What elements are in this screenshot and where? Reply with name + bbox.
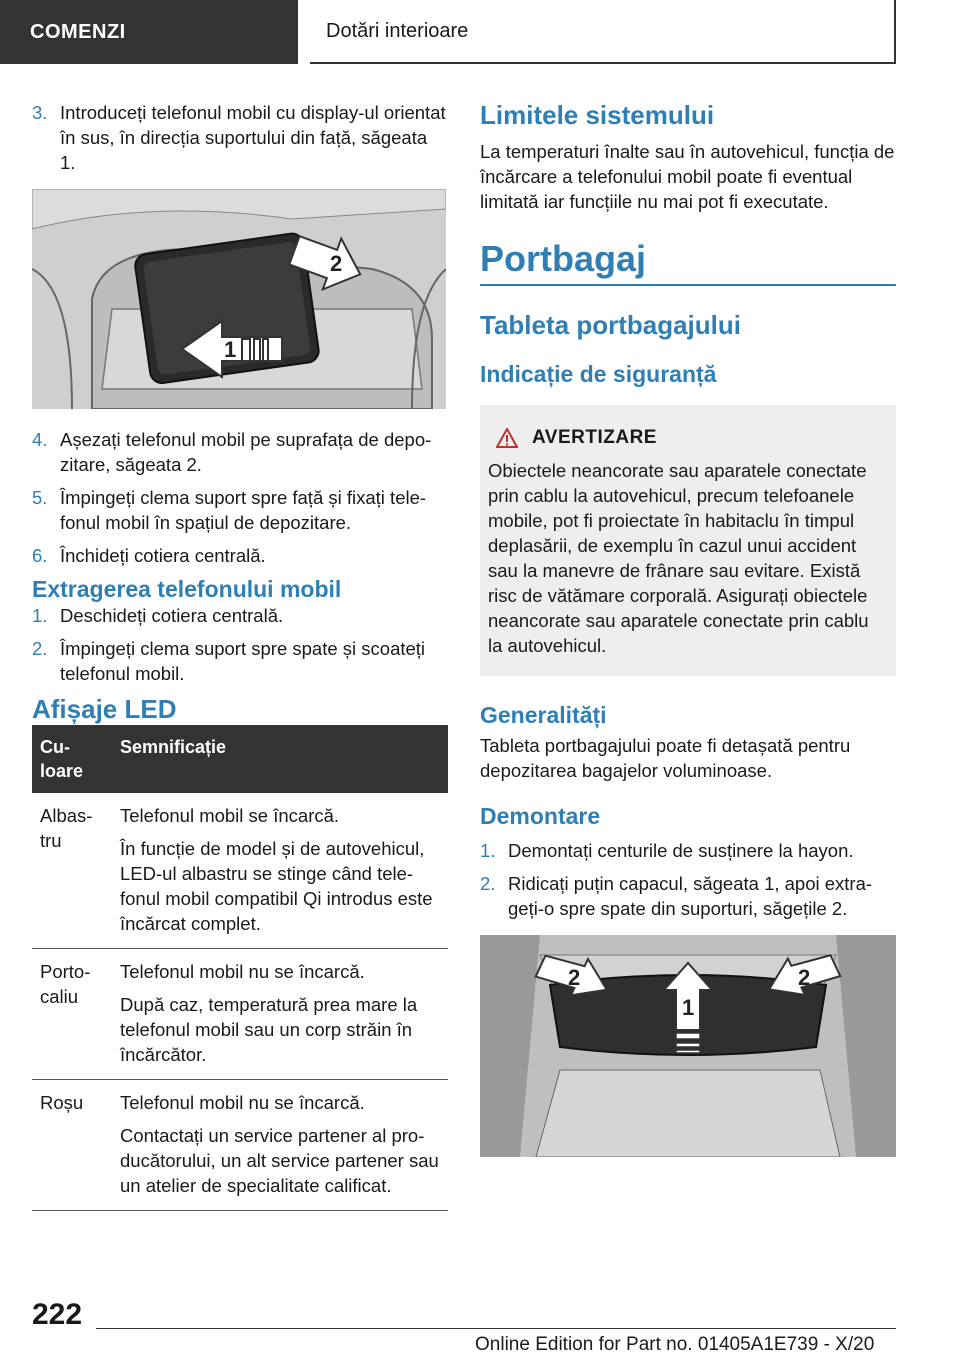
warning-text: Obiectele neancorate sau aparatele conectate prin cablu la autovehicul, precum telefoanele mobile, pot fi proiectate în habitaclu în timpul deplasării, de exemplu în cazul unui accident sau la manevre de frânare sau evitare. Există risc de vătămare corporală. Asigurați obiectele neancorate sau aparatele conectate prin cablu la autovehicul.: [488, 460, 869, 656]
warning-title: [496, 425, 888, 450]
arrow-label-2: 2: [330, 251, 343, 276]
arrow-label-2a: 2: [568, 965, 581, 990]
step-item: [32, 485, 446, 535]
led-meaning-cell: [112, 949, 448, 1080]
header-chapter-label: Dotări interioare: [326, 19, 469, 42]
step-number: 6.: [32, 545, 48, 566]
led-table: [32, 725, 448, 1211]
header-section-label: COMENZI: [30, 20, 126, 43]
led-table-header: [32, 725, 448, 793]
header-chapter-tab: [310, 0, 896, 64]
arrow-label-2b: 2: [798, 965, 811, 990]
step-text: Așezați telefonul mobil pe suprafața de depozitare, săgeata 2.: [60, 429, 432, 475]
header-color: Cu-loare: [32, 725, 112, 793]
meaning-line: Telefonul mobil se încarcă.: [120, 805, 340, 826]
steps-list-insert: [32, 100, 446, 175]
led-meaning-cell: [112, 1080, 448, 1211]
table-row: [32, 793, 448, 949]
step-number: 2.: [480, 873, 496, 894]
steps-list-remove: [480, 838, 896, 921]
step-item: [480, 871, 896, 921]
step-number: 1.: [480, 840, 496, 861]
header-section-tab: [0, 0, 298, 64]
trunk-figure: [480, 935, 896, 1157]
extract-heading: Extragerea telefonului mobil: [32, 576, 342, 602]
footer-edition: Online Edition for Part no. 01405A1E739 - X/20: [475, 1334, 875, 1355]
step-item: [32, 636, 446, 686]
general-text: Tableta portbagajului poate fi detașată pentru depozitarea bagajelor voluminoase.: [480, 735, 851, 781]
header-meaning: Semnificație: [112, 725, 448, 793]
meaning-line: Contactați un service partener al pro-ducătorului, un alt service partener sau un atelier de specialitate calificat.: [120, 1125, 439, 1196]
warning-label: AVERTIZARE: [532, 427, 657, 448]
step-number: 2.: [32, 638, 48, 659]
step-item: [32, 543, 446, 568]
steps-list-place: [32, 427, 446, 568]
remove-heading: Demontare: [480, 803, 601, 829]
step-number: 5.: [32, 487, 48, 508]
step-text: Închideți cotiera centrală.: [60, 545, 266, 566]
step-text: Ridicați puțin capacul, săgeata 1, apoi extra-geți-o spre spate din suporturi, săgețile 2.: [508, 873, 873, 919]
warning-triangle-icon: [496, 428, 518, 448]
led-color-cell: Roșu: [32, 1080, 112, 1211]
steps-list-extract: [32, 603, 446, 686]
right-column: [480, 100, 896, 1157]
general-heading: Generalități: [480, 702, 607, 728]
limits-heading: Limitele sistemului: [480, 100, 715, 130]
meaning-line: Telefonul mobil nu se încarcă.: [120, 1092, 365, 1113]
sub-title: Tableta portbagajului: [480, 310, 741, 340]
arrow-label-1: 1: [224, 337, 237, 362]
led-meaning-cell: [112, 793, 448, 949]
left-column: [32, 100, 446, 1211]
step-item: [480, 838, 896, 863]
warning-box: [480, 402, 896, 676]
safety-heading: Indicație de siguranță: [480, 361, 717, 387]
table-row: [32, 1080, 448, 1211]
step-text: Deschideți cotiera centrală.: [60, 605, 284, 626]
step-number: 3.: [32, 102, 48, 123]
limits-text: La temperaturi înalte sau în autovehicul, funcția de încărcare a telefonului mobil poate fi eventual limitată iar funcțiile nu mai pot fi executate.: [480, 141, 895, 212]
meaning-line: În funcție de model și de autovehicul, LED-ul albastru se stinge când tele-fonul mobil compatibil Qi introdus este încărcat complet.: [120, 838, 433, 934]
footer-divider: [96, 1328, 896, 1329]
step-number: 1.: [32, 605, 48, 626]
led-color-cell: Porto-caliu: [32, 949, 112, 1080]
meaning-line: După caz, temperatură prea mare la telefonul mobil sau un corp străin în încărcător.: [120, 994, 418, 1065]
step-text: Demontați centurile de susținere la hayon.: [508, 840, 854, 861]
step-text: Împingeți clema suport spre față și fixați telefonul mobil în spațiul de depozitare.: [60, 487, 427, 533]
led-color-cell: Albas-tru: [32, 793, 112, 949]
section-title: Portbagaj: [480, 238, 896, 286]
led-heading: Afișaje LED: [32, 694, 177, 724]
step-text: Împingeți clema suport spre spate și scoateți telefonul mobil.: [60, 638, 426, 684]
table-row: [32, 949, 448, 1080]
page-number: 222: [32, 1298, 83, 1331]
step-item: [32, 427, 446, 477]
trunk-illustration: [480, 935, 896, 1157]
arrow-label-1b: 1: [682, 995, 695, 1020]
step-text: Introduceți telefonul mobil cu display-ul orientat în sus, în direcția suportului din față, săgeata 1.: [60, 102, 446, 173]
phone-tray-illustration: [32, 189, 446, 409]
meaning-line: Telefonul mobil nu se încarcă.: [120, 961, 365, 982]
step-number: 4.: [32, 429, 48, 450]
step-item: [32, 100, 446, 175]
step-item: [32, 603, 446, 628]
phone-tray-figure: [32, 189, 446, 409]
